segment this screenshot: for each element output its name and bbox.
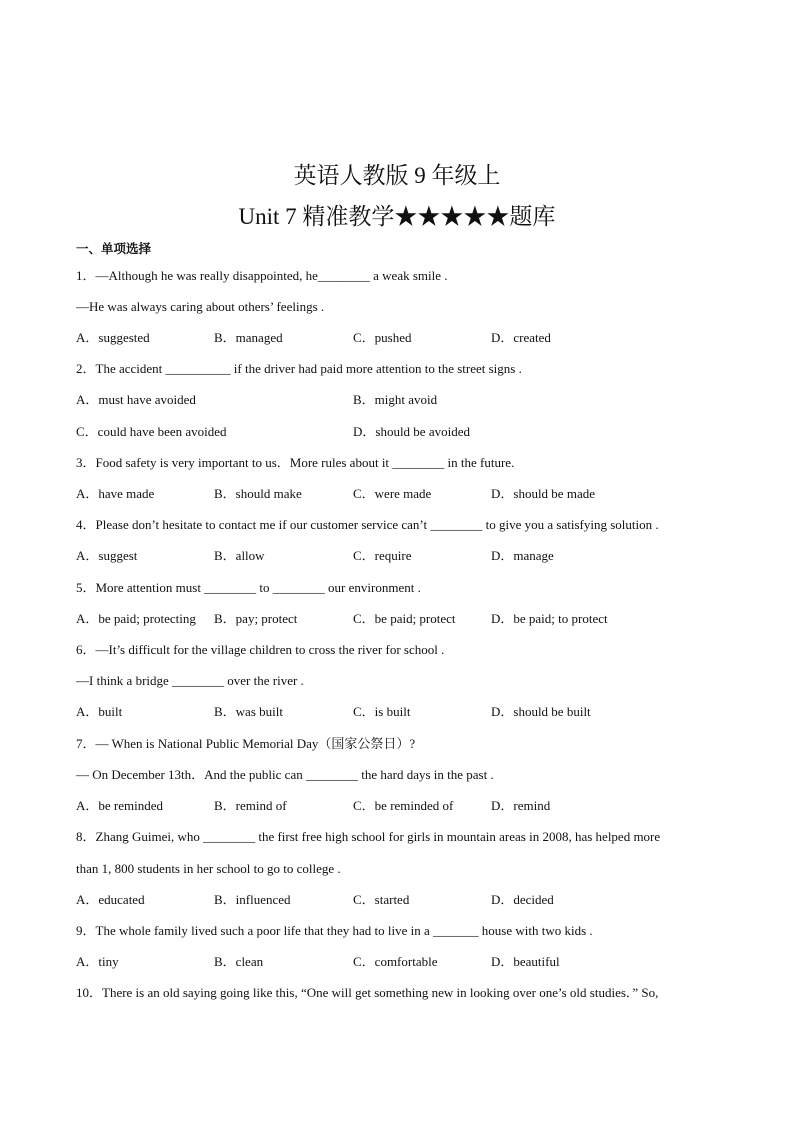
question-1-stem: 1．—Although he was really disappointed, he________ a weak smile . (76, 268, 448, 283)
question-3-option-b[interactable]: B．should make (214, 486, 302, 501)
question-7-option-b[interactable]: B．remind of (214, 798, 287, 813)
question-9-stem: 9．The whole family lived such a poor life that they had to live in a _______ house with two kids . (76, 923, 593, 938)
question-1-option-d[interactable]: D．created (491, 330, 551, 345)
question-3-option-c[interactable]: C．were made (353, 486, 432, 501)
question-9-option-c[interactable]: C．comfortable (353, 954, 438, 969)
question-4-option-a[interactable]: A．suggest (76, 548, 138, 563)
question-4-stem: 4．Please don’t hesitate to contact me if our customer service can’t ________ to give you a satisfying solution . (76, 517, 659, 532)
section-heading: 一、单项选择 (76, 241, 152, 256)
question-4-option-b[interactable]: B．allow (214, 548, 265, 563)
question-1-option-a[interactable]: A．suggested (76, 330, 150, 345)
question-2-option-b[interactable]: B．might avoid (353, 392, 438, 407)
question-5-option-b[interactable]: B．pay; protect (214, 611, 298, 626)
question-7-reply: — On December 13th．And the public can ________ the hard days in the past . (76, 767, 494, 782)
question-2-stem: 2．The accident __________ if the driver had paid more attention to the street signs . (76, 361, 522, 376)
question-10-stem: 10．There is an old saying going like this, “One will get something new in looking over one’s old studies．” So, (76, 985, 659, 1000)
question-5-option-d[interactable]: D．be paid; to protect (491, 611, 608, 626)
question-9-option-d[interactable]: D．beautiful (491, 954, 560, 969)
question-7-option-a[interactable]: A．be reminded (76, 798, 164, 813)
question-7-option-d[interactable]: D．remind (491, 798, 551, 813)
question-9-option-a[interactable]: A．tiny (76, 954, 119, 969)
question-6-stem: 6．—It’s difficult for the village children to cross the river for school . (76, 642, 445, 657)
question-5-stem: 5．More attention must ________ to ________ our environment . (76, 580, 421, 595)
question-6-option-c[interactable]: C．is built (353, 704, 411, 719)
question-8-option-a[interactable]: A．educated (76, 892, 145, 907)
question-6-reply: —I think a bridge ________ over the river . (76, 673, 304, 688)
question-8-option-d[interactable]: D．decided (491, 892, 554, 907)
question-6-option-a[interactable]: A．built (76, 704, 123, 719)
question-9-option-b[interactable]: B．clean (214, 954, 264, 969)
question-2-option-c[interactable]: C．could have been avoided (76, 424, 227, 439)
question-3-stem: 3．Food safety is very important to us．More rules about it ________ in the future. (76, 455, 515, 470)
question-5-option-a[interactable]: A．be paid; protecting (76, 611, 196, 626)
question-2-option-d[interactable]: D．should be avoided (353, 424, 470, 439)
question-3-option-a[interactable]: A．have made (76, 486, 155, 501)
question-4-option-c[interactable]: C．require (353, 548, 412, 563)
question-1-option-b[interactable]: B．managed (214, 330, 283, 345)
question-7-option-c[interactable]: C．be reminded of (353, 798, 454, 813)
question-7-stem: 7．— When is National Public Memorial Day（国家公祭日）? (76, 736, 416, 751)
question-6-option-b[interactable]: B．was built (214, 704, 283, 719)
question-8-option-b[interactable]: B．influenced (214, 892, 291, 907)
question-8-stem: 8．Zhang Guimei, who ________ the first free high school for girls in mountain areas in 2008, has helped more (76, 829, 661, 844)
title-line-1: 英语人教版 9 年级上 (293, 163, 501, 188)
question-5-option-c[interactable]: C．be paid; protect (353, 611, 456, 626)
question-1-reply: —He was always caring about others’ feelings . (76, 299, 325, 314)
question-3-option-d[interactable]: D．should be made (491, 486, 595, 501)
question-8-stem-continued: than 1, 800 students in her school to go to college . (76, 861, 341, 876)
question-6-option-d[interactable]: D．should be built (491, 704, 591, 719)
title-line-2: Unit 7 精准教学★★★★★题库 (238, 204, 556, 229)
question-4-option-d[interactable]: D．manage (491, 548, 554, 563)
question-8-option-c[interactable]: C．started (353, 892, 410, 907)
question-2-option-a[interactable]: A．must have avoided (76, 392, 196, 407)
question-1-option-c[interactable]: C．pushed (353, 330, 412, 345)
